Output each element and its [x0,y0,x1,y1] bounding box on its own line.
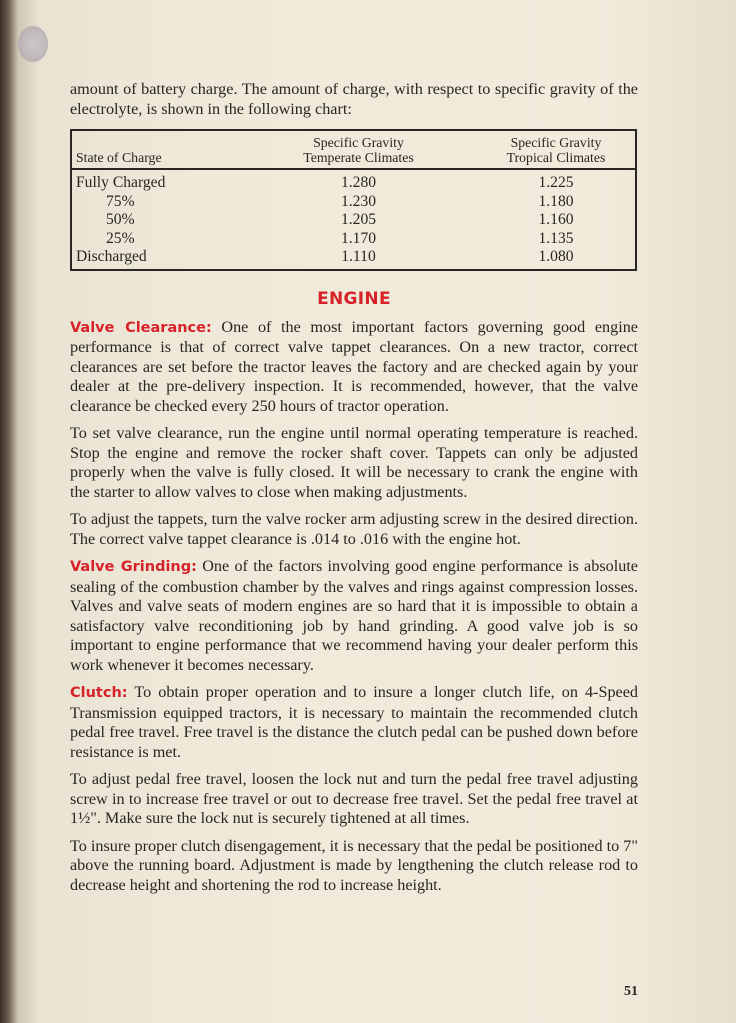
state-cell: 75% [106,192,135,210]
tropical-cell: 1.080 [538,248,574,265]
table-row [71,193,636,212]
paragraph-text: To set valve clearance, run the engine until normal operating temperature is reached. Stop the engine and remove the rocker shaft cover. Tappets can only be adjusted properly when the valve is fully closed. It will be necessary to crank the engine with the starter to allow valves to close when making adjustments. [70,424,638,501]
table-row [71,230,636,249]
paragraph-clutch-disengagement [70,837,638,896]
state-cell: 25% [106,229,135,247]
paragraph-text: One of the most important factors governing good engine performance is that of correct valve tappet clearances. On a new tractor, correct clearances are set before the tractor leaves the factory and are checked again by your dealer at the pre-delivery inspection. It is recommended, however, that the valve clearance be checked every 250 hours of tractor operation. [70,317,638,415]
header-tropical-line2: Tropical Climates [506,150,606,165]
temperate-cell: 1.170 [340,229,377,247]
paragraph-text: To insure proper clutch disengagement, it is necessary that the pedal be positioned to 7" above the running board. Adjustment is made by lengthening the clutch release rod to decrease height and shortening the rod to increase height. [70,836,638,894]
paragraph-valve-grinding [70,557,638,675]
paragraph-set-clearance [70,424,638,502]
paragraph-pedal-free-travel [70,770,638,829]
specific-gravity-table [70,129,637,271]
header-tropical-line1: Specific Gravity [510,135,602,150]
table-row [71,169,636,193]
tropical-cell: 1.225 [538,174,574,191]
header-temperate-line1: Specific Gravity [313,135,404,150]
paragraph-text: To adjust the tappets, turn the valve rocker arm adjusting screw in the desired direction. The correct valve tappet clearance is .014 to .016 with the engine hot. [70,510,638,548]
lead-heading: Clutch: [70,685,128,701]
paragraph-valve-clearance [70,318,638,417]
binder-hole [18,26,48,62]
tropical-cell: 1.135 [538,229,574,247]
page-number: 51 [624,984,638,999]
table-header-row [71,130,636,169]
paragraph-text: To obtain proper operation and to insure a longer clutch life, on 4-Speed Transmission equipped tractors, it is necessary to maintain the recommended clutch pedal free travel. Free travel is the distance the clutch pedal can be pushed down before resistance is met. [70,683,638,761]
state-cell: 50% [106,211,135,228]
state-cell: Discharged [76,248,147,265]
temperate-cell: 1.280 [340,174,377,191]
header-tropical [477,130,636,169]
table-row [71,248,636,270]
manual-page [70,80,638,903]
state-cell: Fully Charged [76,174,166,191]
header-temperate [240,130,477,169]
temperate-cell: 1.110 [341,248,376,265]
lead-heading: Valve Clearance: [70,319,212,336]
section-title-engine: ENGINE [317,288,391,309]
paragraph-clutch [70,683,638,762]
header-temperate-line2: Temperate Climates [303,150,414,165]
paragraph-text: One of the factors involving good engine performance is absolute sealing of the combustion chamber by the valves and rings against compression losses. Valves and valve seats of modern engines are so hard that it is impossible to obtain a satisfactory valve reconditioning job by hand grinding. A good valve job is so important to engine performance that we recommend having your dealer perform this work whenever it becomes necessary. [70,557,638,674]
temperate-cell: 1.230 [340,192,377,210]
temperate-cell: 1.205 [340,211,377,228]
table-row [71,211,636,230]
tropical-cell: 1.160 [538,211,574,228]
intro-paragraph: amount of battery charge. The amount of charge, with respect to specific gravity of the electrolyte, is shown in the following chart: [70,80,638,118]
header-state: State of Charge [71,130,240,169]
lead-heading: Valve Grinding: [70,559,197,575]
paragraph-text: To adjust pedal free travel, loosen the lock nut and turn the pedal free travel adjusting screw in to increase free travel or out to decrease free travel. Set the pedal free travel at 1½". Make sure the lock nut is securely tightened at all times. [70,770,638,827]
paragraph-adjust-tappets [70,510,638,549]
tropical-cell: 1.180 [538,192,574,210]
